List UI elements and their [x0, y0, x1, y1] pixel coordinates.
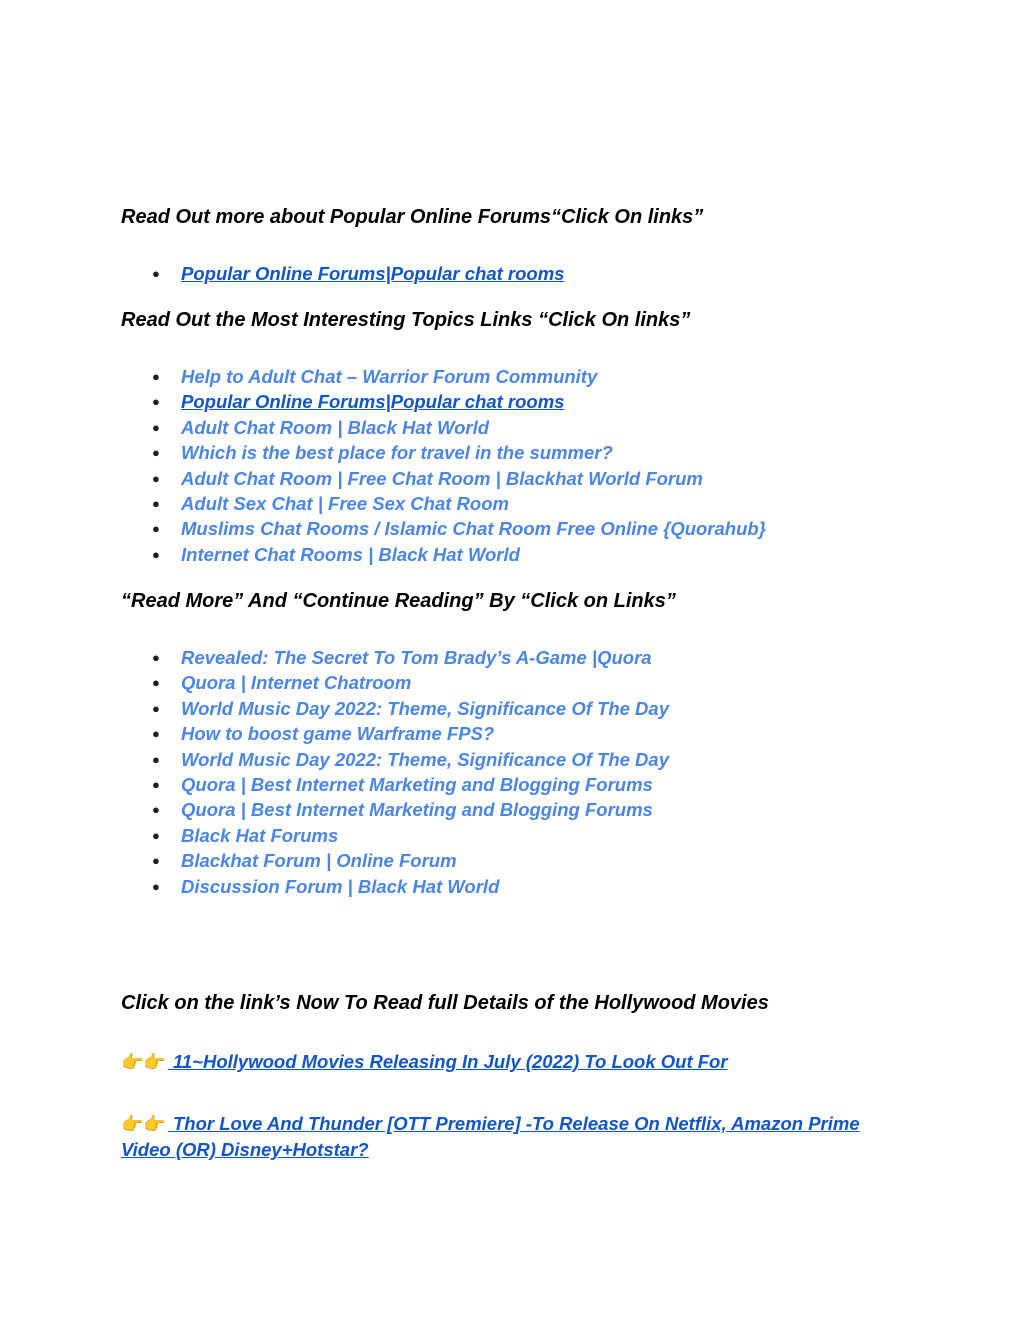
link-list-popular-forums [121, 261, 564, 286]
bullet-icon: ● [152, 394, 160, 410]
bullet-icon: ● [152, 827, 160, 843]
link-quora-internet-chatroom[interactable]: Quora | Internet Chatroom [181, 672, 412, 694]
list-item [121, 415, 766, 440]
link-discussion-forum[interactable]: Discussion Forum | Black Hat World [181, 875, 500, 897]
bullet-icon: ● [152, 675, 160, 691]
link-black-hat-forums[interactable]: Black Hat Forums [181, 824, 339, 846]
link-help-to-adult-chat[interactable]: Help to Adult Chat – Warrior Forum Community [181, 366, 598, 387]
link-world-music-day[interactable]: World Music Day 2022: Theme, Significance Of The Day [181, 697, 669, 719]
bullet-icon: ● [152, 419, 160, 435]
link-internet-chat-rooms[interactable]: Internet Chat Rooms | Black Hat World [181, 543, 520, 565]
bullet-icon: ● [152, 546, 160, 562]
section-heading-read-more: “Read More” And “Continue Reading” By “Click on Links” [121, 590, 676, 612]
list-item [121, 797, 669, 822]
link-muslims-chat-rooms[interactable]: Muslims Chat Rooms / Islamic Chat Room Free Online {Quorahub} [181, 518, 766, 540]
list-item [121, 747, 669, 772]
section-heading-hollywood-movies: Click on the link’s Now To Read full Details of the Hollywood Movies [121, 992, 769, 1014]
list-item [121, 823, 669, 848]
list-item [121, 389, 766, 414]
link-world-music-day-2[interactable]: World Music Day 2022: Theme, Significance Of The Day [181, 748, 669, 770]
link-blackhat-online-forum[interactable]: Blackhat Forum | Online Forum [181, 850, 457, 872]
list-item [121, 670, 669, 695]
list-item [121, 696, 669, 721]
bullet-icon: ● [152, 751, 160, 767]
list-item [121, 261, 564, 286]
link-popular-online-forums-2[interactable]: Popular Online Forums|Popular chat rooms [181, 391, 565, 413]
list-item [121, 542, 766, 567]
pointing-hand-icon: 👉👉 [121, 1114, 166, 1134]
list-item [121, 491, 766, 516]
link-popular-online-forums[interactable]: Popular Online Forums|Popular chat rooms [181, 263, 565, 284]
list-item [121, 440, 766, 465]
link-marketing-forums[interactable]: Quora | Best Internet Marketing and Blogging Forums [181, 773, 653, 795]
list-item [121, 721, 669, 746]
link-sex-chat[interactable]: Adult Sex Chat | Free Sex Chat Room [181, 492, 509, 514]
bullet-icon: ● [152, 700, 160, 716]
bullet-icon: ● [152, 495, 160, 511]
list-item [121, 848, 669, 873]
bullet-icon: ● [152, 521, 160, 537]
movie-link-hollywood-july[interactable] [121, 1049, 911, 1075]
bullet-icon: ● [152, 470, 160, 486]
link-free-chat-room[interactable]: Adult Chat Room | Free Chat Room | Blackhat World Forum [181, 467, 703, 489]
bullet-icon: ● [152, 726, 160, 742]
link-list-read-more [121, 645, 669, 899]
list-item [121, 874, 669, 899]
bullet-icon: ● [152, 369, 160, 384]
bullet-icon: ● [152, 776, 160, 792]
section-heading-popular-forums: Read Out more about Popular Online Forums“Click On links” [121, 206, 704, 228]
link-adult-chat-room[interactable]: Adult Chat Room | Black Hat World [181, 416, 490, 438]
list-item [121, 772, 669, 797]
bullet-icon: ● [152, 802, 160, 818]
link-warframe-fps[interactable]: How to boost game Warframe FPS? [181, 723, 495, 745]
bullet-icon: ● [152, 266, 160, 281]
movie-link-thor-love-thunder[interactable] [121, 1111, 911, 1163]
link-marketing-forums-2[interactable]: Quora | Best Internet Marketing and Blogging Forums [181, 799, 653, 821]
movie-link-thor-text[interactable]: Thor Love And Thunder [OTT Premiere] -To Release On Netflix, Amazon Prime Video (OR) Disney+Hotstar? [121, 1113, 860, 1160]
pointing-hand-icon: 👉👉 [121, 1052, 166, 1072]
bullet-icon: ● [152, 650, 160, 665]
link-tom-brady[interactable]: Revealed: The Secret To Tom Brady’s A-Game |Quora [181, 647, 652, 668]
bullet-icon: ● [152, 853, 160, 869]
bullet-icon: ● [152, 878, 160, 894]
section-heading-interesting-topics: Read Out the Most Interesting Topics Links “Click On links” [121, 309, 691, 331]
list-item [121, 466, 766, 491]
link-list-interesting-topics [121, 364, 766, 567]
list-item [121, 516, 766, 541]
list-item [121, 645, 669, 670]
list-item [121, 364, 766, 389]
link-best-place-travel[interactable]: Which is the best place for travel in the summer? [181, 442, 613, 464]
bullet-icon: ● [152, 445, 160, 461]
movie-link-hollywood-july-text[interactable]: 11~Hollywood Movies Releasing In July (2022) To Look Out For [167, 1051, 728, 1072]
